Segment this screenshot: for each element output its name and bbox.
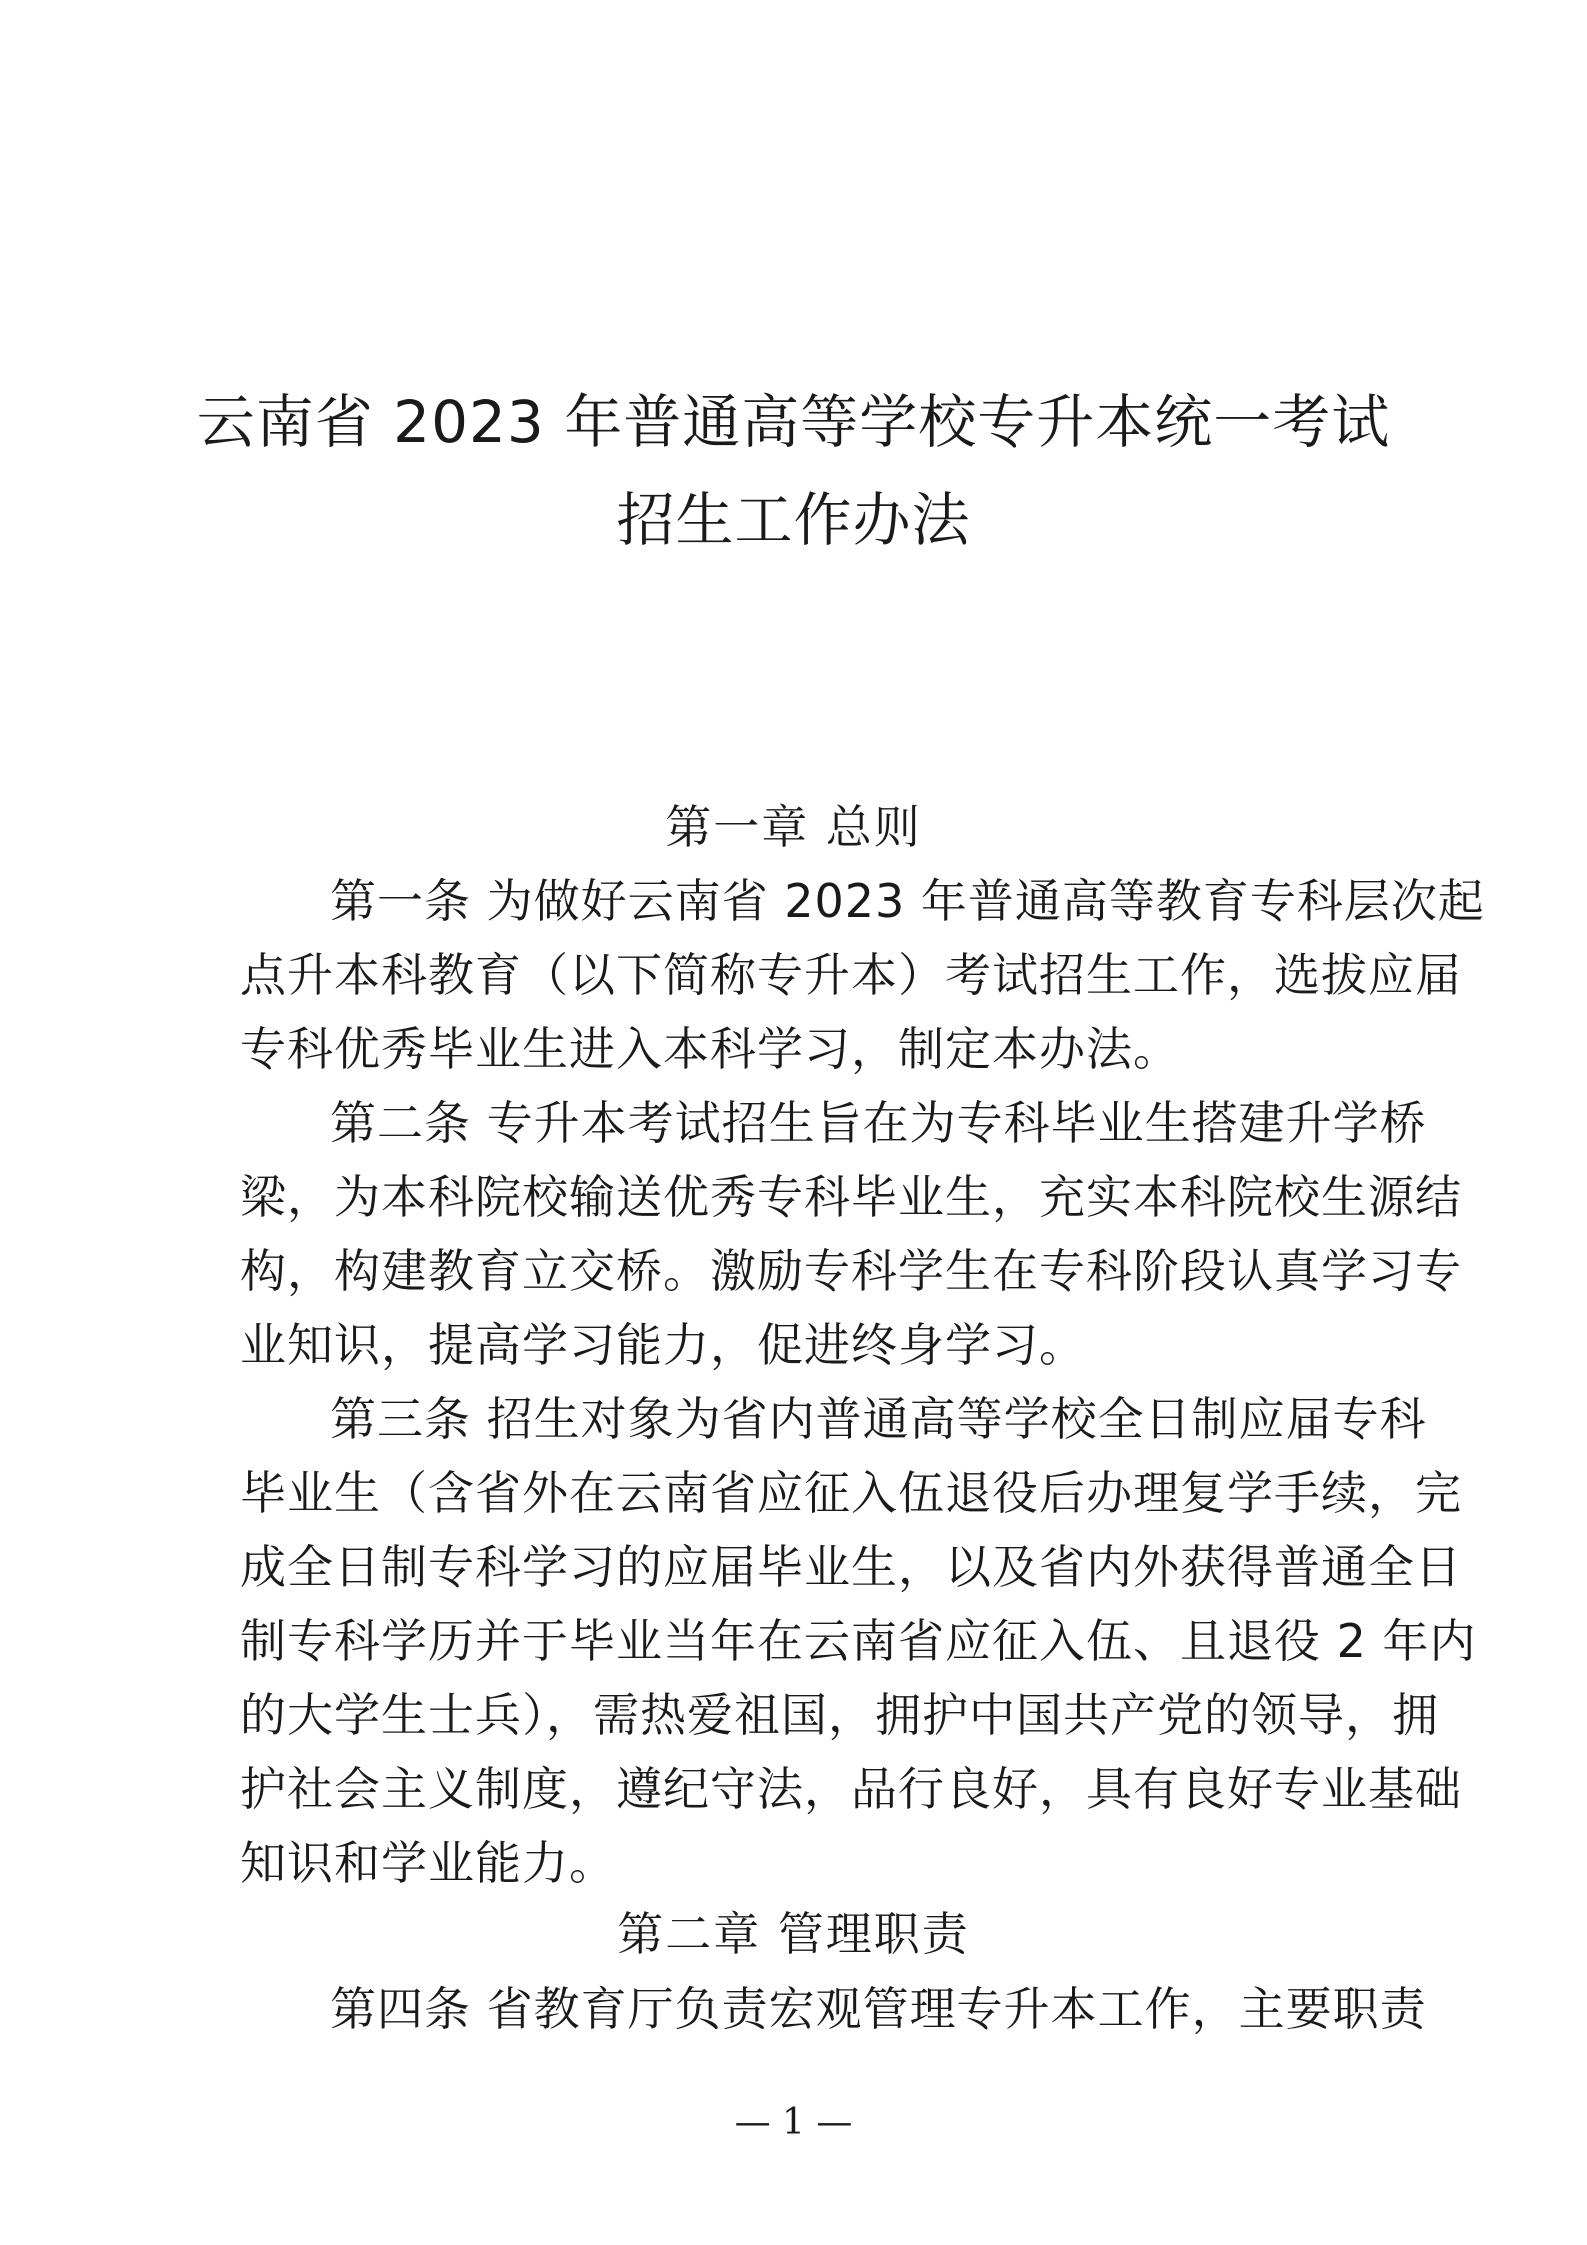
document-title-line-1: 云南省 2023 年普通高等学校专升本统一考试 — [196, 388, 1391, 456]
article-3-line: 制专科学历并于毕业当年在云南省应征入伍、且退役 2 年内 — [240, 1614, 1477, 1668]
article-1-line: 第一条 为做好云南省 2023 年普通高等教育专科层次起 — [330, 874, 1485, 928]
chapter-heading-1: 第一章 总则 — [665, 800, 922, 854]
article-2-line: 构，构建教育立交桥。激励专科学生在专科阶段认真学习专 — [240, 1244, 1462, 1298]
article-2-line: 梁，为本科院校输送优秀专科毕业生，充实本科院校生源结 — [240, 1170, 1462, 1224]
article-3-line: 第三条 招生对象为省内普通高等学校全日制应届专科 — [330, 1392, 1427, 1446]
article-2-line: 业知识，提高学习能力，促进终身学习。 — [240, 1318, 1086, 1372]
article-4-line: 第四条 省教育厅负责宏观管理专升本工作，主要职责 — [330, 1982, 1427, 2036]
page-number: — 1 — — [734, 2102, 853, 2143]
chapter-heading-2: 第二章 管理职责 — [617, 1907, 970, 1961]
article-2-line: 第二条 专升本考试招生旨在为专科毕业生搭建升学桥 — [330, 1096, 1427, 1150]
document-title-line-2: 招生工作办法 — [616, 486, 971, 554]
article-1-line: 专科优秀毕业生进入本科学习，制定本办法。 — [240, 1022, 1180, 1076]
article-3-line: 知识和学业能力。 — [240, 1836, 616, 1890]
article-3-line: 护社会主义制度，遵纪守法，品行良好，具有良好专业基础 — [240, 1762, 1462, 1816]
article-1-line: 点升本科教育（以下简称专升本）考试招生工作，选拔应届 — [240, 948, 1462, 1002]
article-3-line: 成全日制专科学习的应届毕业生，以及省内外获得普通全日 — [240, 1540, 1462, 1594]
article-3-line: 的大学生士兵），需热爱祖国，拥护中国共产党的领导，拥 — [240, 1688, 1439, 1742]
article-3-line: 毕业生（含省外在云南省应征入伍退役后办理复学手续，完 — [240, 1466, 1462, 1520]
